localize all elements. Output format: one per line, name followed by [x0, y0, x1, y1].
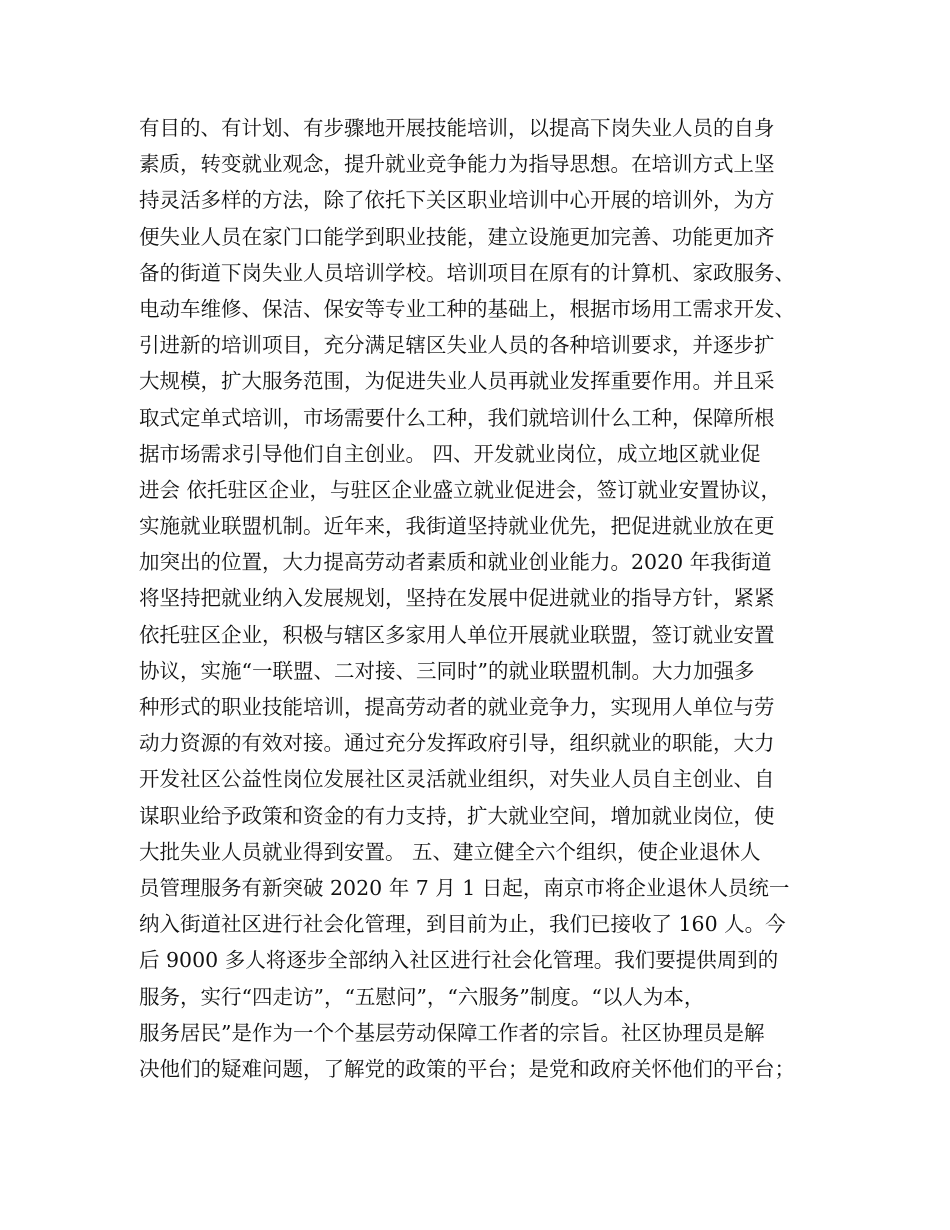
text-line: 便失业人员在家门口能学到职业技能，建立设施更加完善、功能更加齐 [139, 224, 775, 249]
text-line: 加突出的位置，大力提高劳动者素质和就业创业能力。2020 年我街道 [139, 550, 772, 575]
text-line: 后 9000 多人将逐步全部纳入社区进行社会化管理。我们要提供周到的 [139, 948, 779, 973]
text-line: 备的街道下岗失业人员培训学校。培训项目在原有的计算机、家政服务、 [139, 260, 795, 285]
text-line: 决他们的疑难问题，了解党的政策的平台；是党和政府关怀他们的平台； [139, 1056, 795, 1081]
text-line: 大批失业人员就业得到安置。 五、建立健全六个组织，使企业退休人 [139, 839, 761, 864]
text-line: 服务，实行“四走访”，“五慰问”，“六服务”制度。“以人为本， [139, 984, 705, 1009]
text-line: 员管理服务有新突破 2020 年 7 月 1 日起，南京市将企业退休人员统一 [139, 875, 790, 900]
text-line: 进会 依托驻区企业，与驻区企业盛立就业促进会，签订就业安置协议， [139, 477, 782, 502]
text-line: 有目的、有计划、有步骤地开展技能培训，以提高下岗失业人员的自身 [139, 116, 775, 140]
text-line: 协议，实施“一联盟、二对接、三同时”的就业联盟机制。大力加强多 [139, 658, 755, 683]
text-line: 据市场需求引导他们自主创业。 四、开发就业岗位，成立地区就业促 [139, 441, 761, 466]
text-line: 引进新的培训项目，充分满足辖区失业人员的各种培训要求，并逐步扩 [139, 333, 775, 358]
text-line: 开发社区公益性岗位发展社区灵活就业组织，对失业人员自主创业、自 [139, 767, 775, 792]
text-line: 素质，转变就业观念，提升就业竞争能力为指导思想。在培训方式上坚 [139, 152, 775, 177]
text-line: 服务居民”是作为一个个基层劳动保障工作者的宗旨。社区协理员是解 [139, 1020, 765, 1045]
text-line: 大规模，扩大服务范围，为促进失业人员再就业发挥重要作用。并且采 [139, 369, 775, 394]
text-line: 动力资源的有效对接。通过充分发挥政府引导，组织就业的职能，大力 [139, 731, 775, 756]
text-line: 持灵活多样的方法，除了依托下关区职业培训中心开展的培训外，为方 [139, 188, 775, 213]
text-line: 将坚持把就业纳入发展规划，坚持在发展中促进就业的指导方针，紧紧 [139, 586, 775, 611]
text-line: 实施就业联盟机制。近年来，我街道坚持就业优先，把促进就业放在更 [139, 514, 775, 539]
text-line: 纳入街道社区进行社会化管理，到目前为止，我们已接收了 160 人。今 [139, 912, 786, 937]
text-line: 种形式的职业技能培训，提高劳动者的就业竞争力，实现用人单位与劳 [139, 695, 775, 719]
text-line: 谋职业给予政策和资金的有力支持，扩大就业空间，增加就业岗位，使 [139, 803, 775, 828]
text-line: 电动车维修、保洁、保安等专业工种的基础上，根据市场用工需求开发、 [139, 296, 795, 321]
body-text [139, 110, 829, 1087]
text-line: 取式定单式培训，市场需要什么工种，我们就培训什么工种，保障所根 [139, 405, 775, 430]
text-line: 依托驻区企业，积极与辖区多家用人单位开展就业联盟，签订就业安置 [139, 622, 775, 647]
